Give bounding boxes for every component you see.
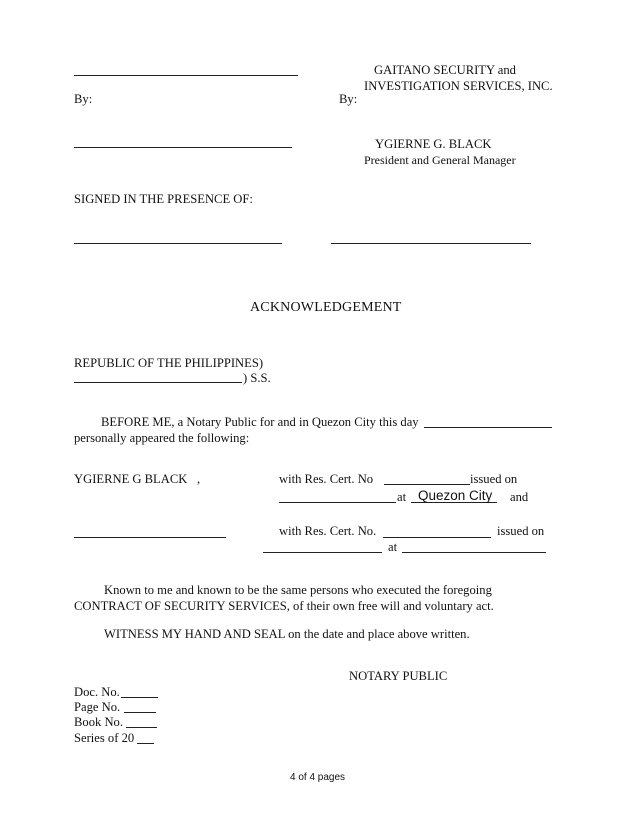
page-no-label: Page No.	[74, 700, 121, 714]
venue-republic: REPUBLIC OF THE PHILIPPINES)	[74, 356, 264, 370]
signatory-title: President and General Manager	[364, 153, 516, 167]
person1-cert-number-blank	[384, 484, 470, 485]
person1-place: Quezon City	[418, 488, 493, 503]
person2-res-cert: with Res. Cert. No.	[279, 524, 377, 538]
known-line-1: Known to me and known to be the same persons who executed the foregoing	[104, 583, 492, 597]
witness-line-2	[331, 243, 531, 244]
known-line-2: CONTRACT OF SECURITY SERVICES, of their own free will and voluntary act.	[74, 599, 494, 613]
witness-hand-seal: WITNESS MY HAND AND SEAL on the date and place above written.	[104, 627, 470, 641]
person1-name: YGIERNE G BLACK	[74, 472, 188, 486]
page-no-blank	[124, 712, 156, 713]
signature-line-left-2	[74, 147, 292, 148]
witness-label: SIGNED IN THE PRESENCE OF:	[74, 192, 253, 206]
person1-at: at	[397, 490, 407, 504]
person2-at: at	[388, 540, 398, 554]
company-name-line1: GAITANO SECURITY and	[374, 63, 516, 77]
person1-date-blank	[279, 502, 396, 503]
intro-line-2: personally appeared the following:	[74, 431, 250, 445]
signature-line-left	[74, 75, 298, 76]
page-indicator: 4 of 4 pages	[290, 772, 346, 783]
witness-line-1	[74, 243, 282, 244]
venue-ss: ) S.S.	[243, 371, 271, 385]
date-blank	[424, 427, 552, 428]
person1-comma: ,	[197, 472, 201, 486]
company-name-line2: INVESTIGATION SERVICES, INC.	[364, 79, 553, 93]
person1-and: and	[510, 490, 529, 504]
person2-issued-on: issued on	[497, 524, 545, 538]
notary-public-label: NOTARY PUBLIC	[349, 669, 448, 683]
signatory-name: YGIERNE G. BLACK	[375, 137, 492, 151]
by-label-left: By:	[74, 92, 93, 106]
person1-issued-on: issued on	[470, 472, 518, 486]
series-label: Series of 20	[74, 731, 135, 745]
series-blank	[137, 743, 154, 744]
doc-no-label: Doc. No.	[74, 685, 120, 699]
by-label-right: By:	[339, 92, 358, 106]
intro-line-1: BEFORE ME, a Notary Public for and in Quezon City this day	[101, 415, 419, 429]
book-no-blank	[126, 727, 157, 728]
doc-no-blank	[121, 697, 158, 698]
person1-res-cert: with Res. Cert. No	[279, 472, 374, 486]
book-no-label: Book No.	[74, 715, 123, 729]
person2-name-blank	[74, 537, 226, 538]
acknowledgement-title: ACKNOWLEDGEMENT	[250, 300, 402, 315]
person2-place-blank	[402, 552, 546, 553]
venue-city-line	[74, 382, 242, 383]
person2-date-blank	[263, 552, 382, 553]
person2-cert-number-blank	[383, 537, 491, 538]
